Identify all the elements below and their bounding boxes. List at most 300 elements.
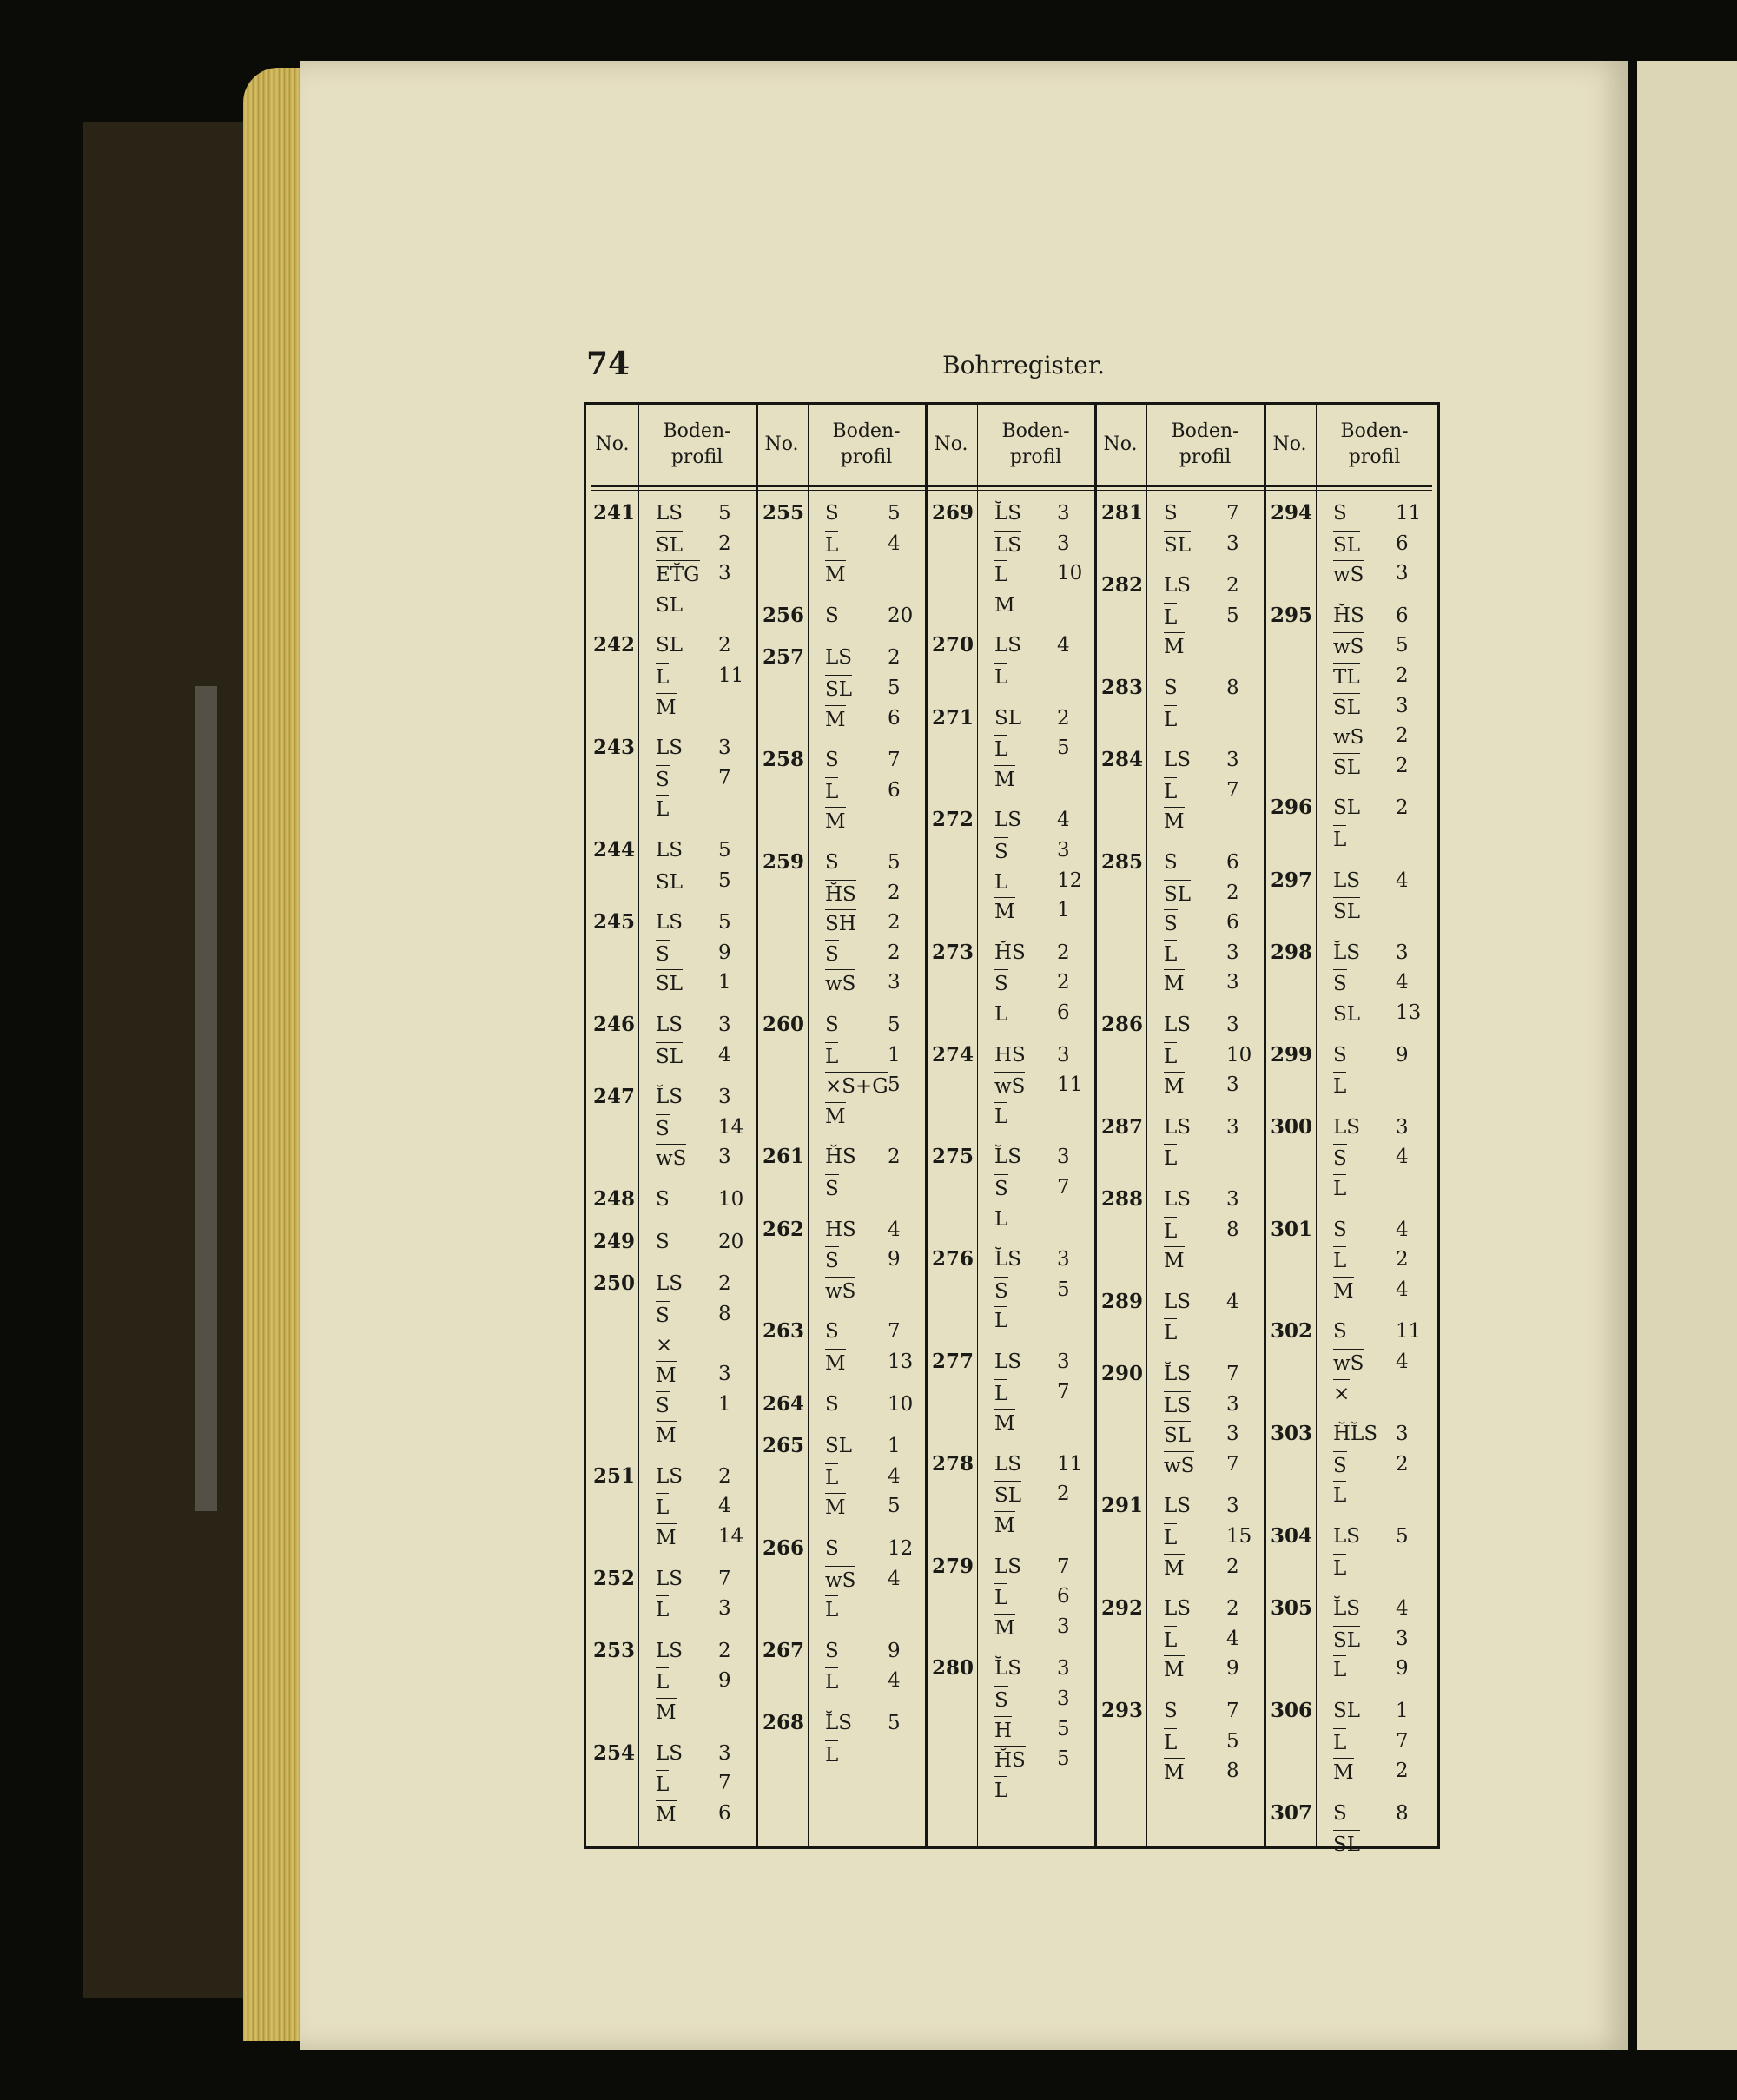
soil-layer-code: LS bbox=[994, 531, 1021, 558]
soil-layer-code: LS bbox=[656, 911, 684, 934]
soil-layer-code: LS bbox=[656, 1014, 684, 1036]
soil-layer-depth: 7 bbox=[1226, 1452, 1239, 1476]
soil-layer-code: LS bbox=[994, 634, 1022, 657]
bohrung-number: 267 bbox=[763, 1638, 805, 1662]
bohrung-number: 285 bbox=[1101, 850, 1144, 874]
bohrung-number: 251 bbox=[593, 1463, 636, 1488]
soil-layer-code: S bbox=[656, 1230, 670, 1253]
bohrung-number: 253 bbox=[593, 1638, 636, 1662]
bohrung-number: 244 bbox=[593, 838, 636, 862]
soil-layer-code: L bbox=[994, 735, 1007, 763]
bohrung-number: 258 bbox=[763, 748, 805, 772]
soil-layer-code: wS bbox=[1333, 632, 1364, 660]
soil-layer-depth: 4 bbox=[888, 1218, 901, 1241]
soil-layer-code: LS bbox=[1164, 1188, 1192, 1211]
soil-layer-code: wS bbox=[825, 1277, 855, 1304]
soil-layer-depth: 3 bbox=[1396, 1627, 1409, 1650]
header-bodenprofil-line1: Boden- bbox=[832, 420, 901, 442]
soil-layer-depth: 2 bbox=[1396, 1452, 1409, 1476]
column-separator bbox=[1146, 405, 1147, 1846]
soil-layer-depth: 2 bbox=[888, 1146, 901, 1169]
soil-layer-depth: 7 bbox=[1057, 1380, 1070, 1403]
soil-layer-code: SL bbox=[656, 591, 683, 618]
soil-layer-depth: 7 bbox=[1396, 1729, 1409, 1753]
soil-layer-code: M bbox=[1164, 969, 1185, 997]
soil-layer-depth: 7 bbox=[718, 1772, 731, 1795]
soil-layer-depth: 5 bbox=[888, 1495, 901, 1518]
soil-layer-code: SL bbox=[1164, 531, 1191, 558]
bohrung-number: 277 bbox=[932, 1350, 974, 1373]
soil-layer-code: L̆S bbox=[994, 502, 1022, 525]
soil-layer-code: S bbox=[1164, 909, 1178, 937]
soil-layer-code: L bbox=[656, 1770, 669, 1798]
soil-layer-depth: 5 bbox=[888, 851, 901, 874]
soil-layer-code: L bbox=[1333, 1554, 1346, 1582]
column-separator bbox=[1316, 405, 1317, 1846]
soil-layer-code: S bbox=[1333, 502, 1347, 525]
bohrung-number: 248 bbox=[593, 1187, 636, 1211]
bohrung-number: 279 bbox=[932, 1554, 974, 1578]
soil-layer-code: H̆S bbox=[994, 941, 1026, 964]
soil-layer-code: M bbox=[825, 1349, 846, 1377]
soil-layer-depth: 3 bbox=[1226, 1073, 1239, 1097]
soil-layer-depth: 11 bbox=[1057, 1073, 1083, 1097]
bohrung-number: 250 bbox=[593, 1271, 636, 1296]
soil-layer-depth: 7 bbox=[1057, 1555, 1070, 1578]
soil-layer-code: LS bbox=[656, 502, 684, 525]
soil-layer-code: M bbox=[994, 1409, 1015, 1436]
soil-layer-code: H̆S bbox=[825, 880, 856, 908]
header-bodenprofil-line1: Boden- bbox=[1001, 420, 1070, 442]
soil-layer-code: wS bbox=[825, 1566, 855, 1594]
soil-layer-depth: 2 bbox=[888, 646, 901, 670]
soil-layer-code: L bbox=[1333, 1728, 1346, 1756]
soil-layer-depth: 5 bbox=[718, 868, 731, 892]
soil-layer-code: L bbox=[1333, 825, 1346, 853]
soil-layer-depth: 2 bbox=[1226, 574, 1239, 598]
soil-layer-depth: 7 bbox=[718, 1567, 731, 1590]
soil-layer-code: S bbox=[1333, 969, 1347, 997]
bohrung-number: 247 bbox=[593, 1085, 636, 1109]
bohrung-number: 305 bbox=[1271, 1596, 1313, 1621]
soil-layer-depth: 1 bbox=[718, 971, 731, 994]
soil-layer-code: L bbox=[1333, 1174, 1346, 1202]
soil-layer-depth: 6 bbox=[1226, 911, 1239, 934]
soil-layer-depth: 8 bbox=[1226, 1760, 1239, 1783]
bohrung-number: 303 bbox=[1271, 1422, 1313, 1446]
bohrung-number: 295 bbox=[1271, 603, 1313, 627]
soil-layer-depth: 4 bbox=[718, 1043, 731, 1067]
soil-layer-depth: 3 bbox=[1396, 1115, 1409, 1139]
soil-layer-code: L bbox=[994, 1000, 1007, 1027]
soil-layer-code: H̆L̆S bbox=[1333, 1423, 1378, 1446]
bohrung-number: 245 bbox=[593, 910, 636, 934]
bohrung-number: 282 bbox=[1101, 573, 1144, 598]
soil-layer-code: L bbox=[994, 1306, 1007, 1334]
soil-layer-code: M bbox=[1164, 1758, 1185, 1786]
soil-layer-code: L bbox=[1164, 705, 1177, 733]
soil-layer-code: LS bbox=[994, 1452, 1022, 1476]
soil-layer-depth: 2 bbox=[1226, 1597, 1239, 1621]
soil-layer-code: L bbox=[825, 1463, 838, 1491]
soil-layer-code: LS bbox=[656, 1567, 684, 1590]
soil-layer-code: SL bbox=[825, 1435, 853, 1458]
soil-layer-code: M bbox=[1333, 1277, 1354, 1304]
soil-layer-code: M bbox=[994, 1614, 1015, 1641]
soil-layer-code: LS bbox=[1333, 868, 1361, 892]
soil-layer-code: wS bbox=[1164, 1451, 1194, 1479]
soil-layer-code: S bbox=[1164, 1700, 1178, 1722]
bohrung-number: 294 bbox=[1271, 501, 1313, 525]
soil-layer-depth: 3 bbox=[1057, 1657, 1070, 1681]
soil-layer-code: S bbox=[825, 1174, 839, 1202]
bohrung-number: 242 bbox=[593, 633, 636, 657]
page-number: 74 bbox=[586, 346, 631, 382]
soil-layer-depth: 10 bbox=[718, 1188, 744, 1211]
soil-layer-code: LS bbox=[1164, 1115, 1192, 1139]
bohrung-number: 266 bbox=[763, 1536, 805, 1560]
soil-layer-depth: 9 bbox=[888, 1248, 901, 1271]
bohrung-number: 301 bbox=[1271, 1217, 1313, 1241]
soil-layer-code: L bbox=[825, 531, 838, 558]
running-head: Bohrregister. bbox=[942, 351, 1106, 380]
soil-layer-code: L̆S bbox=[825, 1712, 853, 1734]
soil-layer-code: L bbox=[656, 795, 669, 822]
soil-layer-code: M bbox=[994, 765, 1015, 793]
soil-layer-depth: 8 bbox=[1226, 1218, 1239, 1241]
soil-layer-code: S bbox=[994, 1686, 1008, 1714]
soil-layer-code: L bbox=[1333, 1481, 1346, 1509]
header-no bbox=[756, 405, 808, 485]
soil-layer-code: S bbox=[656, 1391, 670, 1419]
soil-layer-code: S bbox=[825, 1639, 839, 1662]
soil-layer-code: S bbox=[1164, 851, 1178, 874]
soil-layer-depth: 11 bbox=[1057, 1452, 1083, 1476]
bohrung-number: 265 bbox=[763, 1434, 805, 1458]
soil-layer-depth: 3 bbox=[1057, 1146, 1070, 1169]
soil-layer-depth: 5 bbox=[1226, 604, 1239, 627]
header-no bbox=[1264, 405, 1316, 485]
soil-layer-code: L bbox=[1164, 1042, 1177, 1070]
soil-layer-depth: 5 bbox=[718, 839, 731, 862]
soil-layer-depth: 9 bbox=[1396, 1657, 1409, 1681]
soil-layer-depth: 5 bbox=[1396, 634, 1409, 657]
soil-layer-code: M bbox=[1164, 807, 1185, 835]
soil-layer-code: SL bbox=[1333, 531, 1360, 558]
header-bodenprofil bbox=[638, 405, 756, 485]
header-bodenprofil bbox=[808, 405, 925, 485]
soil-layer-code: L bbox=[656, 1595, 669, 1623]
soil-layer-depth: 3 bbox=[718, 1741, 731, 1765]
soil-layer-code: S bbox=[656, 940, 670, 967]
soil-layer-depth: 2 bbox=[1396, 796, 1409, 820]
soil-layer-code: LS bbox=[1164, 1391, 1191, 1419]
soil-layer-depth: 11 bbox=[1396, 1320, 1422, 1344]
soil-layer-depth: 2 bbox=[1057, 941, 1070, 964]
soil-layer-depth: 2 bbox=[1226, 1555, 1239, 1578]
soil-layer-code: L bbox=[1164, 603, 1177, 631]
soil-layer-depth: 4 bbox=[1396, 1597, 1409, 1621]
soil-layer-code: × bbox=[656, 1331, 672, 1358]
soil-layer-code: M bbox=[656, 693, 677, 721]
soil-layer-code: LS bbox=[656, 736, 684, 760]
soil-layer-code: SL bbox=[656, 868, 683, 895]
soil-layer-depth: 5 bbox=[1057, 736, 1070, 760]
soil-layer-depth: 3 bbox=[1226, 1423, 1239, 1446]
soil-layer-depth: 1 bbox=[718, 1392, 731, 1416]
bohrung-number: 292 bbox=[1101, 1596, 1144, 1621]
bohrung-number: 261 bbox=[763, 1145, 805, 1169]
bohrung-number: 278 bbox=[932, 1451, 974, 1476]
soil-layer-code: S bbox=[825, 1320, 839, 1344]
bohrung-number: 241 bbox=[593, 501, 636, 525]
soil-layer-code: M bbox=[656, 1800, 677, 1828]
header-bodenprofil-line2: profil bbox=[1179, 446, 1232, 468]
bohrung-number: 296 bbox=[1271, 796, 1313, 820]
bohrung-number: 300 bbox=[1271, 1114, 1313, 1139]
bohrung-number: 286 bbox=[1101, 1013, 1144, 1036]
soil-layer-depth: 2 bbox=[718, 1639, 731, 1662]
soil-layer-depth: 6 bbox=[1057, 1585, 1070, 1608]
soil-layer-code: ×S+G bbox=[825, 1072, 888, 1100]
soil-layer-code: L bbox=[825, 1042, 838, 1070]
soil-layer-code: SL bbox=[1333, 753, 1360, 781]
soil-layer-depth: 3 bbox=[1226, 1392, 1239, 1416]
soil-layer-code: L bbox=[994, 1583, 1007, 1611]
soil-layer-depth: 9 bbox=[1226, 1657, 1239, 1681]
soil-layer-depth: 8 bbox=[1396, 1801, 1409, 1825]
soil-layer-depth: 2 bbox=[1396, 664, 1409, 687]
soil-layer-depth: 2 bbox=[1057, 706, 1070, 730]
soil-layer-code: L bbox=[994, 663, 1007, 690]
soil-layer-code: S bbox=[656, 1114, 670, 1142]
soil-layer-depth: 6 bbox=[1396, 532, 1409, 555]
soil-layer-depth: 2 bbox=[718, 532, 731, 555]
soil-layer-code: LS bbox=[1164, 1597, 1192, 1621]
soil-layer-code: L bbox=[1164, 1217, 1177, 1245]
soil-layer-depth: 8 bbox=[718, 1302, 731, 1325]
header-no-label: No. bbox=[764, 433, 799, 455]
soil-layer-depth: 5 bbox=[1057, 1278, 1070, 1301]
soil-layer-depth: 3 bbox=[718, 1597, 731, 1621]
soil-layer-code: L bbox=[825, 1667, 838, 1695]
soil-layer-code: LS bbox=[994, 1350, 1022, 1373]
soil-layer-depth: 2 bbox=[718, 1464, 731, 1488]
column-separator bbox=[808, 405, 809, 1846]
soil-layer-depth: 5 bbox=[888, 677, 901, 699]
soil-layer-code: L bbox=[1164, 1523, 1177, 1551]
soil-layer-code: L̆S bbox=[1333, 1597, 1361, 1621]
soil-layer-depth: 7 bbox=[1057, 1176, 1070, 1199]
header-bodenprofil-line2: profil bbox=[1009, 446, 1062, 468]
soil-layer-code: SL bbox=[1333, 796, 1361, 820]
soil-layer-code: L̆S bbox=[994, 1248, 1022, 1271]
soil-layer-depth: 9 bbox=[1396, 1043, 1409, 1067]
soil-layer-code: L bbox=[1164, 777, 1177, 805]
soil-layer-code: ET̆G bbox=[656, 560, 700, 588]
soil-layer-code: L bbox=[994, 1379, 1007, 1407]
soil-layer-depth: 7 bbox=[718, 766, 731, 789]
soil-layer-code: S bbox=[825, 1392, 839, 1416]
soil-layer-code: SL bbox=[656, 969, 683, 997]
soil-layer-depth: 2 bbox=[1226, 881, 1239, 904]
soil-layer-depth: 6 bbox=[1396, 604, 1409, 627]
header-bodenprofil-line1: Boden- bbox=[1171, 420, 1239, 442]
soil-layer-depth: 5 bbox=[718, 502, 731, 525]
soil-layer-code: L bbox=[994, 1102, 1007, 1130]
soil-layer-code: L bbox=[825, 1740, 838, 1768]
soil-layer-code: SL bbox=[1164, 1421, 1191, 1449]
soil-layer-code: M bbox=[1164, 632, 1185, 660]
bohrung-number: 287 bbox=[1101, 1114, 1144, 1139]
soil-layer-depth: 3 bbox=[718, 1146, 731, 1169]
soil-layer-code: S bbox=[825, 1014, 839, 1036]
soil-layer-code: S bbox=[994, 1174, 1008, 1202]
soil-layer-code: L bbox=[1333, 1655, 1346, 1683]
soil-layer-depth: 15 bbox=[1226, 1525, 1252, 1548]
soil-layer-code: M bbox=[656, 1523, 677, 1551]
bohrung-number: 271 bbox=[932, 705, 974, 730]
bohrung-number: 284 bbox=[1101, 748, 1144, 772]
bohrung-number: 254 bbox=[593, 1740, 636, 1765]
soil-layer-depth: 4 bbox=[718, 1495, 731, 1518]
soil-layer-depth: 2 bbox=[1396, 1760, 1409, 1783]
bohrung-number: 290 bbox=[1101, 1362, 1144, 1385]
bohrung-number: 281 bbox=[1101, 501, 1144, 525]
soil-layer-depth: 3 bbox=[1057, 1350, 1070, 1373]
soil-layer-depth: 1 bbox=[888, 1043, 901, 1067]
soil-layer-code: wS bbox=[825, 969, 855, 997]
soil-layer-code: SL bbox=[994, 1481, 1021, 1509]
soil-layer-code: S bbox=[825, 851, 839, 874]
soil-layer-code: LS bbox=[1333, 1115, 1361, 1139]
bohrung-number: 273 bbox=[932, 940, 974, 964]
soil-layer-depth: 2 bbox=[888, 881, 901, 904]
soil-layer-depth: 3 bbox=[1057, 1687, 1070, 1710]
bohrung-number: 260 bbox=[763, 1013, 805, 1036]
soil-layer-depth: 4 bbox=[1396, 1218, 1409, 1241]
soil-layer-code: M bbox=[1164, 1072, 1185, 1100]
soil-layer-depth: 10 bbox=[1057, 562, 1083, 585]
soil-layer-depth: 4 bbox=[888, 1464, 901, 1488]
soil-layer-code: LS bbox=[994, 809, 1022, 832]
soil-layer-depth: 6 bbox=[888, 778, 901, 802]
soil-layer-depth: 4 bbox=[1226, 1627, 1239, 1650]
soil-layer-code: M bbox=[825, 807, 846, 835]
soil-layer-code: M bbox=[656, 1361, 677, 1389]
soil-layer-code: S bbox=[825, 940, 839, 967]
soil-layer-code: SL bbox=[656, 634, 684, 657]
soil-layer-depth: 3 bbox=[1226, 1495, 1239, 1518]
soil-layer-code: SL bbox=[656, 531, 683, 558]
soil-layer-depth: 3 bbox=[1226, 1188, 1239, 1211]
soil-layer-depth: 6 bbox=[1226, 851, 1239, 874]
soil-layer-depth: 3 bbox=[1057, 839, 1070, 862]
soil-layer-depth: 5 bbox=[888, 1073, 901, 1097]
soil-layer-depth: 7 bbox=[888, 1320, 901, 1344]
bohrung-number: 262 bbox=[763, 1217, 805, 1241]
header-bodenprofil bbox=[1316, 405, 1433, 485]
bohrung-number: 259 bbox=[763, 850, 805, 874]
soil-layer-code: S bbox=[825, 1537, 839, 1560]
soil-layer-code: LS bbox=[1164, 574, 1192, 598]
soil-layer-code: M bbox=[825, 1102, 846, 1130]
book-spine-shadow bbox=[83, 122, 256, 1998]
header-no bbox=[925, 405, 977, 485]
soil-layer-code: L bbox=[994, 1205, 1007, 1232]
spine-band bbox=[195, 686, 217, 1511]
soil-layer-code: S bbox=[825, 604, 839, 627]
header-no-label: No. bbox=[1103, 433, 1138, 455]
soil-layer-code: L bbox=[656, 1667, 669, 1695]
bohrung-number: 307 bbox=[1271, 1800, 1313, 1825]
soil-layer-depth: 2 bbox=[1057, 971, 1070, 994]
bohrung-number: 275 bbox=[932, 1145, 974, 1169]
soil-layer-code: L̆S bbox=[656, 1086, 684, 1109]
soil-layer-code: L bbox=[1164, 940, 1177, 967]
bohrung-number: 288 bbox=[1101, 1187, 1144, 1211]
soil-layer-code: L bbox=[994, 560, 1007, 588]
bohrung-number: 306 bbox=[1271, 1699, 1313, 1722]
soil-layer-code: S bbox=[994, 1277, 1008, 1304]
header-bodenprofil-line1: Boden- bbox=[663, 420, 731, 442]
soil-layer-code: S bbox=[1164, 677, 1178, 699]
soil-layer-depth: 2 bbox=[888, 941, 901, 964]
bohrung-number: 246 bbox=[593, 1013, 636, 1036]
soil-layer-depth: 1 bbox=[1057, 899, 1070, 922]
soil-layer-depth: 3 bbox=[1226, 971, 1239, 994]
bohrung-number: 283 bbox=[1101, 676, 1144, 699]
soil-layer-code: S bbox=[1333, 1144, 1347, 1172]
soil-layer-depth: 7 bbox=[1226, 502, 1239, 525]
soil-layer-depth: 3 bbox=[1057, 502, 1070, 525]
soil-layer-depth: 9 bbox=[888, 1639, 901, 1662]
soil-layer-depth: 12 bbox=[888, 1537, 914, 1560]
bohrung-number: 252 bbox=[593, 1566, 636, 1590]
header-no-label: No. bbox=[595, 433, 630, 455]
soil-layer-depth: 2 bbox=[888, 911, 901, 934]
soil-layer-code: S bbox=[994, 969, 1008, 997]
soil-layer-code: TL bbox=[1333, 663, 1360, 690]
soil-layer-code: L bbox=[1164, 1728, 1177, 1756]
bohrung-number: 257 bbox=[763, 645, 805, 670]
soil-layer-code: L̆S bbox=[1333, 941, 1361, 964]
soil-layer-depth: 20 bbox=[888, 604, 914, 627]
soil-layer-depth: 3 bbox=[1226, 1014, 1239, 1036]
soil-layer-depth: 4 bbox=[888, 1567, 901, 1590]
soil-layer-depth: 4 bbox=[1057, 634, 1070, 657]
soil-layer-code: S bbox=[1164, 502, 1178, 525]
soil-layer-depth: 5 bbox=[888, 1014, 901, 1036]
soil-layer-depth: 3 bbox=[718, 1014, 731, 1036]
soil-layer-code: S bbox=[825, 502, 839, 525]
soil-layer-code: S bbox=[1333, 1801, 1347, 1825]
group-separator bbox=[1094, 405, 1097, 1846]
soil-layer-code: SL bbox=[1164, 880, 1191, 908]
soil-layer-depth: 10 bbox=[888, 1392, 914, 1416]
soil-layer-depth: 3 bbox=[718, 562, 731, 585]
soil-layer-code: wS bbox=[1333, 1349, 1364, 1377]
soil-layer-depth: 6 bbox=[888, 706, 901, 730]
soil-layer-code: H̆S bbox=[825, 1146, 856, 1169]
soil-layer-depth: 11 bbox=[718, 664, 744, 687]
column-separator bbox=[638, 405, 639, 1846]
soil-layer-code: L bbox=[656, 1493, 669, 1521]
soil-layer-depth: 3 bbox=[1226, 749, 1239, 772]
header-rule bbox=[591, 485, 1432, 487]
soil-layer-code: M bbox=[1164, 1554, 1185, 1582]
soil-layer-code: M bbox=[994, 897, 1015, 925]
